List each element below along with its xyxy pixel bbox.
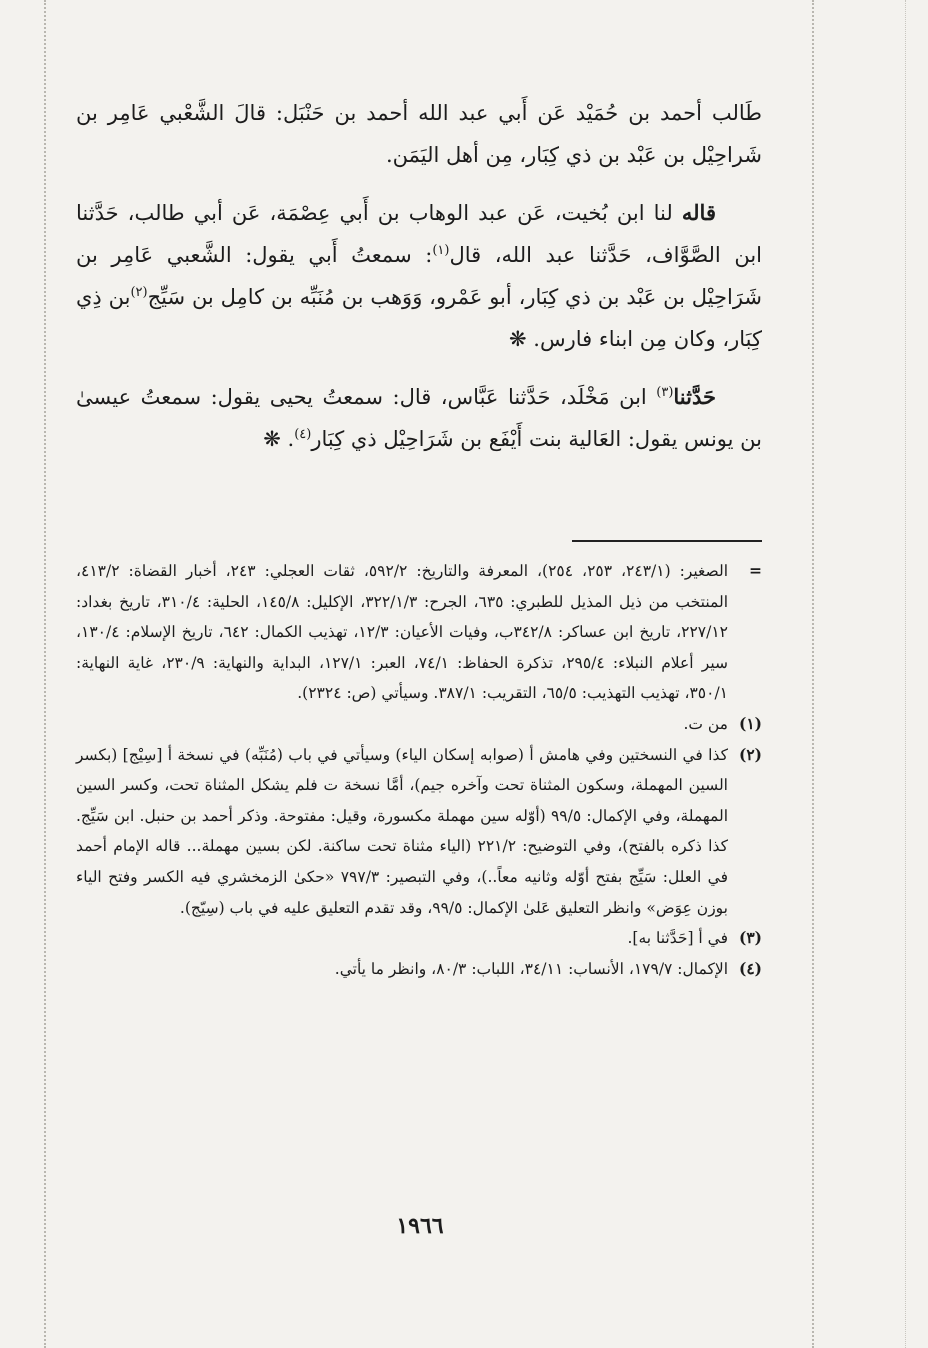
paragraph-3-end: . ❋: [263, 427, 295, 451]
paragraph-1: طَالب أحمد بن حُمَيْد عَن أَبي عبد الله أحمد بن حَنْبَل: قالَ الشَّعْبي عَامِر بن شَراحِيْل بن عَبْد بن ذي كِبَار، مِن أهل اليَمَن.: [76, 101, 762, 167]
footnote-1-text: من ت.: [683, 714, 728, 733]
paragraph-2-text: لنا ابن بُخيت، عَن عبد الوهاب بن أَبي عِصْمَة، عَن أبي طالب، حَدَّثنا ابن الصَّوَّاف، حَدَّثنا عبد الله، قال: [76, 201, 762, 267]
footnote-ref-3: (٣): [656, 385, 674, 400]
paragraph-2-rest: : سمعتُ أَبي يقول: الشَّعبي عَامِر بن شَرَاحِيْل بن عَبْد بن ذي كِبَار، أبو عَمْرو، وَوَهب بن مُنَبِّه بن كامِل بن سَيِّج: [76, 243, 763, 309]
paragraph-2: [76, 192, 762, 360]
footnote-3: [76, 923, 762, 954]
paragraph-2-lead: قاله: [681, 200, 716, 225]
footnote-separator: [572, 540, 762, 542]
paragraph-2-end: بن ذِي كِبَار، وكان مِن ابناء فارس. ❋: [76, 285, 762, 351]
paragraph-3-lead: حَدَّثنا: [673, 384, 716, 409]
footnote-2: [76, 740, 762, 924]
page-number: ١٩٦٦: [396, 1213, 444, 1239]
footnote-3-marker: (٣): [738, 928, 762, 948]
footnote-continuation-text: الصغير: (٢٤٣/١، ٢٥٣، ٢٥٤)، المعرفة والتاريخ: ٥٩٢/٢، ثقات العجلي: ٢٤٣، أخبار القضاة: ٤١٣/٢، المنتخب من ذيل المذيل للطبري: ٦٣٥، الجرح: ٣٢٢/١/٣، الإكليل: ١٤٥/٨، الحلية: ٣١٠/٤، تاريخ بغداد: ٢٢٧/١٢، تاريخ ابن عساكر: ٣٤٢/٨ب، وفيات الأعيان: ١٢/٣، تهذيب الكمال: ٦٤٢، تاريخ الإسلام: ١٣٠/٤، سير أعلام النبلاء: ٢٩٥/٤، تذكرة الحفاظ: ٧٤/١، العبر: ١٢٧/١، البداية والنهاية: ٢٣٠/٩، غاية النهاية: ٣٥٠/١، تهذيب التهذيب: ٦٥/٥، التقريب: ٣٨٧/١. وسيأتي (ص: ٢٣٢٤).: [76, 562, 729, 703]
footnote-ref-2: (٢): [130, 285, 148, 300]
footnote-ref-1: (١): [432, 243, 450, 258]
paragraph-3: [76, 376, 762, 460]
footnote-3-text: في أ [حَدَّثنا به].: [627, 929, 728, 948]
paragraph-3-text: ابن مَخْلَد، حَدَّثنا عَبَّاس، قال: سمعتُ يحيى يقول: سمعتُ عيسىٰ بن يونس يقول: العَالية بنت أَيْفَع بن شَرَاحِيْل ذي كِبَار: [76, 385, 762, 451]
footnote-1-marker: (١): [738, 713, 762, 733]
page-edge-right: [812, 0, 814, 1348]
footnote-4: [76, 954, 762, 985]
footnotes: [76, 556, 762, 984]
footnote-4-text: الإكمال: ١٧٩/٧، الأنساب: ٣٤/١١، اللباب: ٨٠/٣، وانظر ما يأتي.: [334, 959, 728, 978]
page-edge-left: [44, 0, 46, 1348]
footnote-continuation: [76, 556, 762, 709]
footnote-4-marker: (٤): [738, 958, 762, 978]
footnote-1: [76, 709, 762, 740]
footnote-ref-4: (٤): [294, 427, 312, 442]
page-edge-outer: [905, 0, 906, 1348]
continuation-marker: =: [749, 561, 762, 580]
footnote-2-marker: (٢): [738, 744, 762, 764]
main-text: [76, 92, 762, 476]
footnote-2-text: كذا في النسختين وفي هامش أ (صوابه إسكان الياء) وسيأتي في باب (مُنَبِّه) في نسخة أ [سِيْج] (بكسر السين المهملة، وسكون المثناة تحت وآخره جيم)، أمَّا نسخة ت فلم يشكل المثناة تحت، وكسر السين المهملة، وفي الإكمال: ٩٩/٥ (أوّله سين مهملة مكسورة، وقيل: مفتوحة. وذكر أحمد بن حنبل. ابن سَيِّج. كذا ذكره بالفتح)، وفي التوضيح: ٢٢١/٢ (الياء مثناة تحت ساكنة. لكن بسين مهملة... قاله الإمام أحمد في العلل: سَيِّج بفتح أوّله وثانيه معاً..)، وفي التبصير: ٧٩٧/٣ «حكىٰ الزمخشري فيه الكسر وفتح الياء بوزن عِوَض» وانظر التعليق عَلىٰ الإكمال: ٩٩/٥، وقد تقدم التعليق عليه في باب (سِيّج).: [76, 745, 729, 917]
